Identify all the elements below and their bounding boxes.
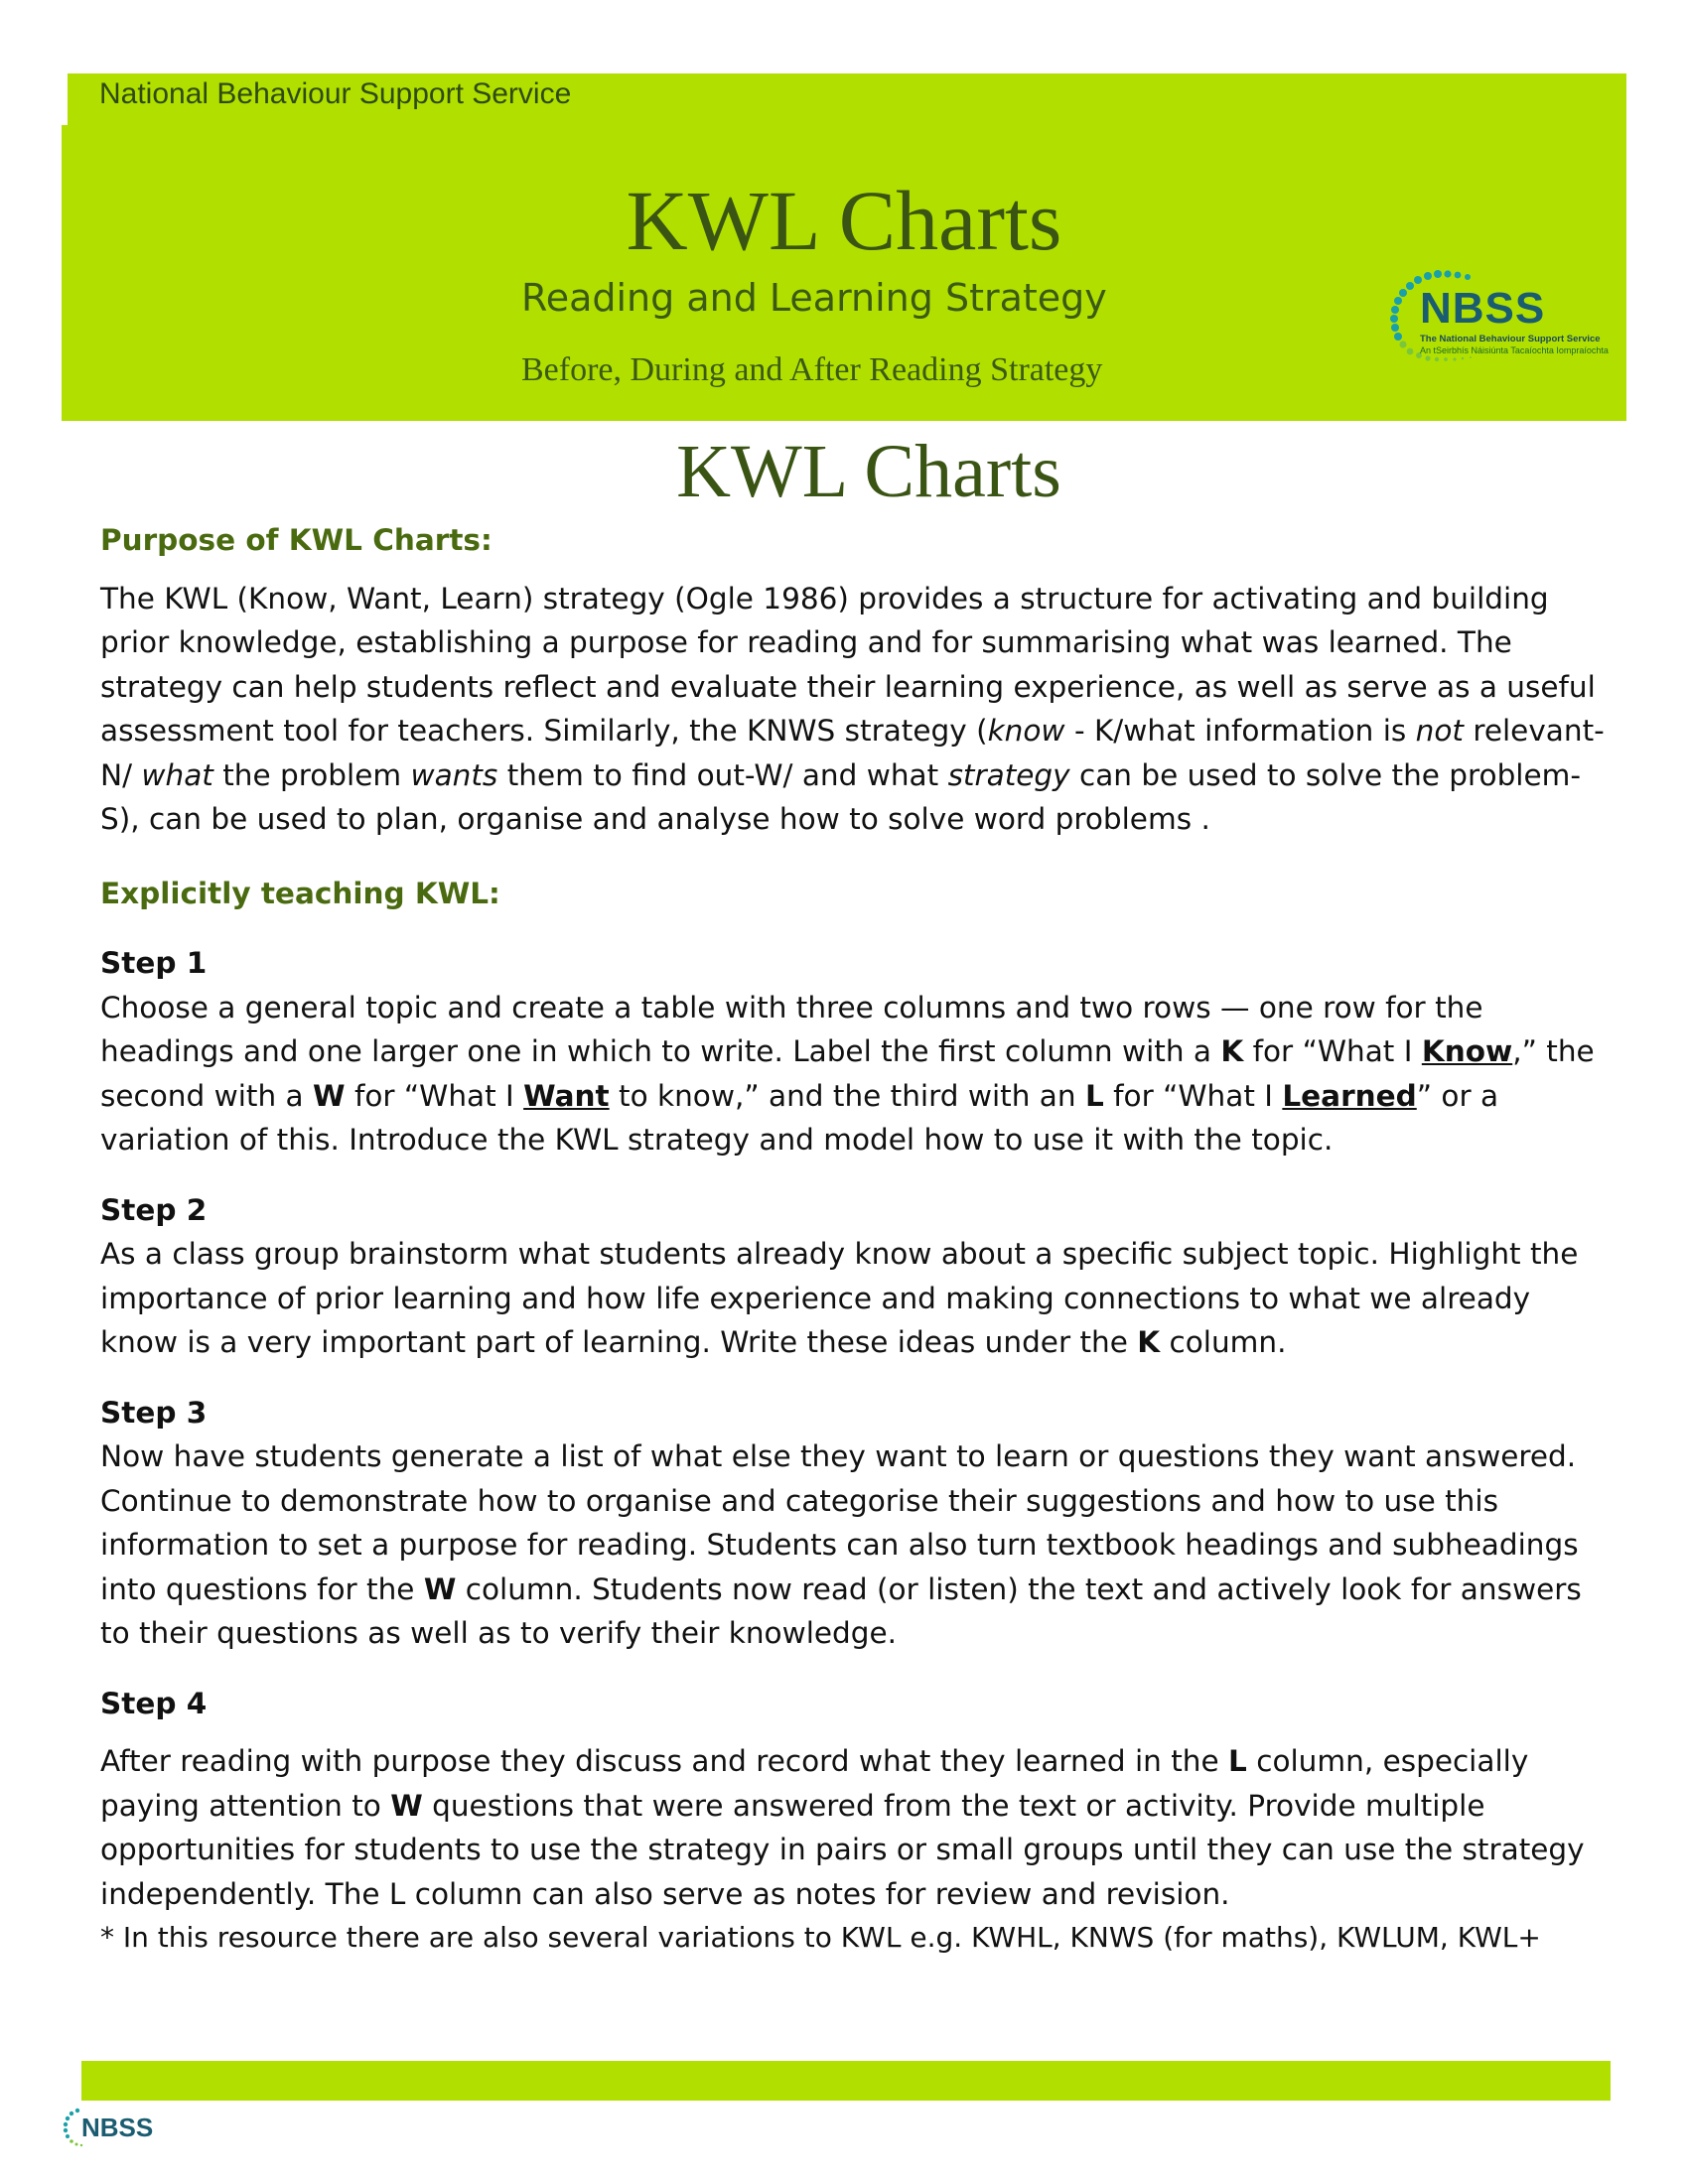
banner-subtitle-2: Before, During and After Reading Strategy (521, 351, 1103, 388)
underline-learned: Learned (1282, 1078, 1417, 1113)
bold-l: L (1228, 1744, 1247, 1778)
banner-title (0, 171, 1688, 270)
text-run: Now have students generate a list of what else they want to learn or questions they want answered. Continue to demonstrate how to organise and categorise their suggestions and how to use this information to set a purpose for reading. Students can also turn textbook headings and subheadings into questions for the (100, 1439, 1579, 1606)
step-2-paragraph (100, 1232, 1610, 1365)
step-2-heading: Step 2 (100, 1192, 208, 1227)
logo-tagline-en: The National Behaviour Support Service (1420, 334, 1601, 344)
footer-logo-text: NBSS (81, 2113, 154, 2142)
em-not: not (1415, 714, 1464, 748)
bold-w: W (390, 1788, 423, 1823)
em-wants: wants (410, 757, 498, 792)
footer-nbss-logo (58, 2105, 167, 2154)
text-run: the problem (212, 757, 411, 792)
text-run: to know,” and the third with an (609, 1078, 1085, 1113)
document-body (100, 518, 1610, 1961)
logo-tagline-ga: An tSeirbhís Náisiúnta Tacaíochta Iompraíochta (1420, 345, 1609, 355)
banner-notch (62, 73, 68, 125)
purpose-paragraph (100, 577, 1610, 842)
text-run: relevant-N/ (100, 714, 1605, 792)
text-run: for “What I (1243, 1034, 1422, 1068)
nbss-logo (1370, 270, 1609, 379)
step-1-paragraph (100, 986, 1610, 1162)
page-title (0, 429, 1688, 515)
step-3-paragraph (100, 1434, 1610, 1656)
em-what: what (141, 757, 213, 792)
text-run: Choose a general topic and create a table with three columns and two rows — one row for the headings and one larger one in which to write. Label the first column with a (100, 990, 1483, 1068)
text-run: - K/what information is (1064, 714, 1416, 748)
logo-text: NBSS (1420, 284, 1546, 333)
org-name: National Behaviour Support Service (99, 77, 572, 110)
text-run: column. Students now read (or listen) the text and actively look for answers to their questions as well as to verify their knowledge. (100, 1571, 1582, 1650)
step-3-heading: Step 3 (100, 1395, 208, 1430)
explicit-heading: Explicitly teaching KWL: (100, 876, 500, 910)
text-run: The KWL (Know, Want, Learn) strategy (Ogle 1986) provides a structure for activating and building prior knowledge, establishing a purpose for reading and for summarising what was learned. The strategy can help students reflect and evaluate their learning experience, as well as serve as a useful assessment tool for teachers. Similarly, the KNWS strategy ( (100, 581, 1596, 748)
text-run: As a class group brainstorm what students already know about a specific subject topic. Highlight the importance of prior learning and how life experience and making connections to what we already know is a very important part of learning. Write these ideas under the (100, 1237, 1579, 1359)
step-4-heading: Step 4 (100, 1686, 208, 1720)
text-run: ” or a variation of this. Introduce the KWL strategy and model how to use it with the topic. (100, 1078, 1499, 1157)
banner-subtitle: Reading and Learning Strategy (521, 276, 1107, 320)
step-4-paragraph (100, 1739, 1610, 1916)
underline-want: Want (523, 1078, 610, 1113)
text-run: column. (1160, 1325, 1287, 1359)
footer-bar (81, 2061, 1611, 2101)
text-run: column, especially paying attention to (100, 1744, 1529, 1823)
text-run: After reading with purpose they discuss and record what they learned in the (100, 1744, 1229, 1778)
em-know: know (987, 714, 1065, 748)
text-run: questions that were answered from the text or activity. Provide multiple opportunities for students to use the strategy in pairs or small groups until they can use the strategy independently. The L column can also serve as notes for review and revision. (100, 1788, 1585, 1911)
bold-k: K (1220, 1034, 1244, 1068)
page-title-text: KWL Charts (676, 430, 1061, 513)
text-run: can be used to solve the problem-S), can be used to plan, organise and analyse how to solve word problems . (100, 757, 1582, 836)
text-run: ,” the second with a (100, 1034, 1595, 1113)
step-1-heading: Step 1 (100, 946, 208, 980)
bold-w: W (313, 1078, 346, 1113)
text-run: them to find out-W/ and what (497, 757, 948, 792)
bold-k: K (1137, 1325, 1161, 1359)
variations-note: * In this resource there are also several variations to KWL e.g. KWHL, KNWS (for maths), KWLUM, KWL+ (100, 1921, 1541, 1954)
text-run: for “What I (345, 1078, 524, 1113)
bold-w: W (423, 1571, 457, 1606)
bold-l: L (1084, 1078, 1104, 1113)
em-strategy: strategy (947, 757, 1070, 792)
purpose-heading: Purpose of KWL Charts: (100, 523, 492, 557)
underline-know: Know (1421, 1034, 1513, 1068)
banner-title-text: KWL Charts (626, 173, 1062, 268)
text-run: for “What I (1103, 1078, 1283, 1113)
